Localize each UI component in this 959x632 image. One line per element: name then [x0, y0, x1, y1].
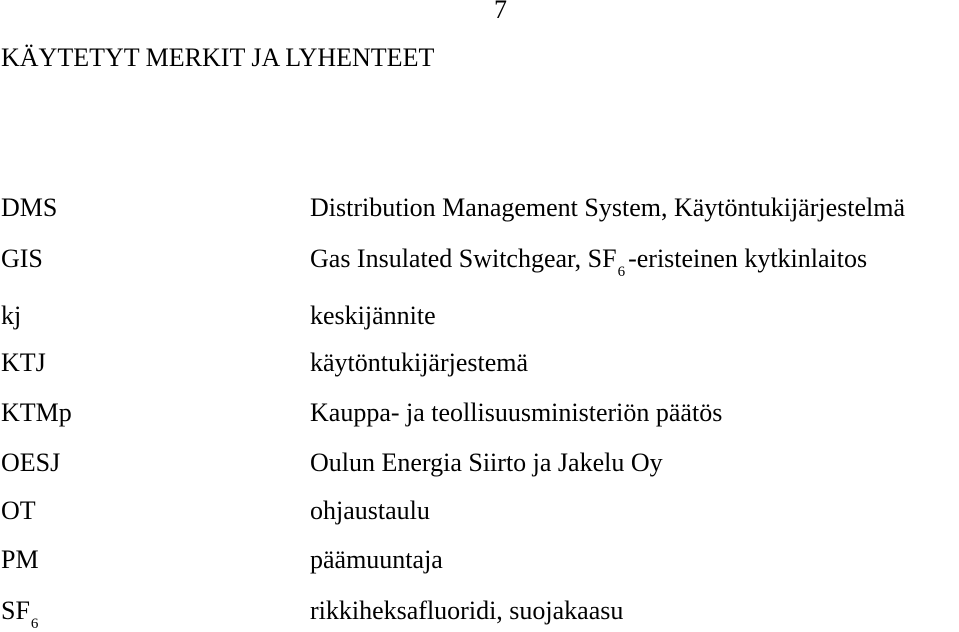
abbreviation-definition: käytöntukijärjestemä [310, 348, 529, 377]
abbreviation-term: PM [1, 545, 39, 574]
list-item [0, 594, 959, 632]
abbreviation-term [1, 594, 38, 632]
abbreviation-term: OT [1, 496, 36, 525]
list-item [0, 346, 959, 380]
definition-text: Gas Insulated Switchgear, SF [310, 244, 617, 273]
abbreviation-term: kj [1, 301, 22, 330]
list-item [0, 191, 959, 225]
term-text: SF [1, 596, 30, 625]
abbreviation-definition: päämuuntaja [310, 545, 443, 574]
abbreviation-term: KTMp [1, 398, 72, 427]
abbreviation-definition: rikkiheksafluoridi, suojakaasu [310, 596, 624, 625]
list-item [0, 446, 959, 480]
abbreviation-term: GIS [1, 244, 43, 273]
subscript: 6 [30, 616, 39, 632]
list-item [0, 396, 959, 430]
abbreviation-term: KTJ [1, 348, 46, 377]
list-item [0, 543, 959, 577]
list-item [0, 494, 959, 528]
abbreviation-definition: keskijännite [310, 301, 436, 330]
list-item [0, 242, 959, 280]
definition-text: -eristeinen kytkinlaitos [628, 244, 868, 273]
abbreviation-definition: Distribution Management System, Käytöntukijärjestelmä [310, 193, 906, 222]
abbreviation-definition: Kauppa- ja teollisuusministeriön päätös [310, 398, 723, 427]
list-item [0, 299, 959, 333]
abbreviation-term: DMS [1, 193, 58, 222]
abbreviation-definition: ohjaustaulu [310, 496, 430, 525]
subscript: 6 [617, 264, 626, 280]
abbreviation-term: OESJ [1, 448, 61, 477]
abbreviation-definition [310, 242, 867, 280]
abbreviation-definition: Oulun Energia Siirto ja Jakelu Oy [310, 448, 663, 477]
page-number: 7 [494, 0, 507, 24]
page-title: KÄYTETYT MERKIT JA LYHENTEET [1, 43, 435, 72]
